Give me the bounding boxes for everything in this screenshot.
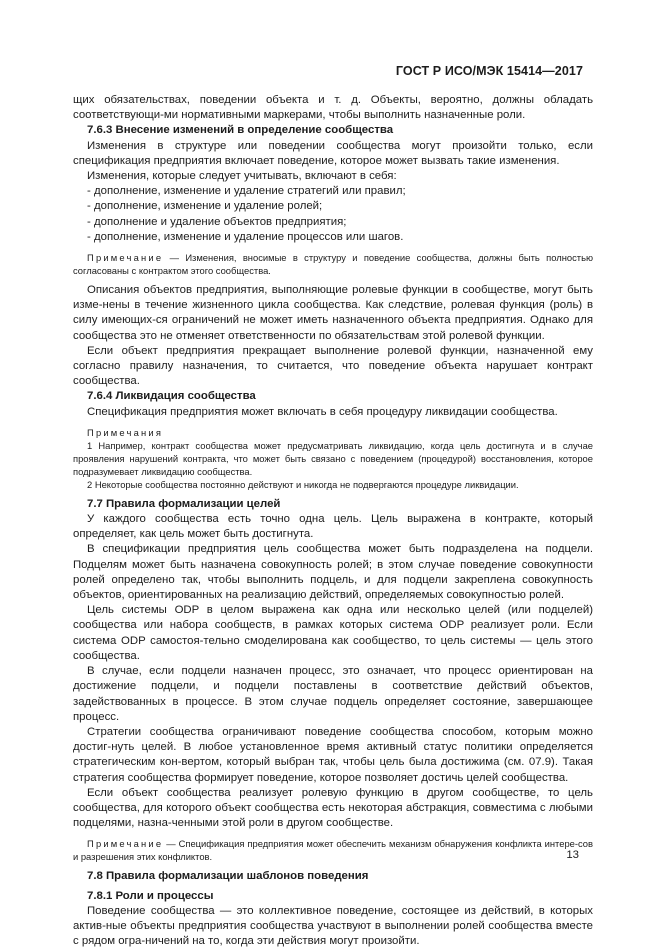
notes-label: Примечания [87, 426, 164, 438]
paragraph: Если объект предприятия прекращает выполнение ролевой функции, назначенной ему согласно правилу назначения, то считается, что поведение объекта нарушает контракт сообщества. [73, 344, 593, 388]
note-block [73, 837, 593, 863]
section-heading-7-7: 7.7 Правила формализации целей [87, 497, 281, 510]
note-label: Примечание [87, 838, 164, 850]
document-body [73, 93, 593, 949]
section-heading-7-6-4: 7.6.4 Ликвидация сообщества [87, 390, 256, 403]
note-label: Примечание [87, 252, 164, 264]
notes-block [73, 426, 593, 491]
list-item: - дополнение и удаление объектов предприятия; [87, 215, 347, 228]
note-block [73, 251, 593, 277]
document-header: ГОСТ Р ИСО/МЭК 15414—2017 [395, 64, 583, 78]
paragraph: Если объект сообщества реализует ролевую функцию в другом сообществе, то цель сообщества, для которого объект сообщества есть некоторая абстракция, совместима с любыми подцелями, назна-ченными этой роли в другом сообществе. [73, 786, 593, 830]
paragraph: Изменения, которые следует учитывать, включают в себя: [87, 170, 397, 183]
paragraph: У каждого сообщества есть точно одна цель. Цель выражена в контракте, который определяет, как цель может быть достигнута. [73, 513, 593, 541]
list-item: - дополнение, изменение и удаление процессов или шагов. [87, 230, 404, 243]
note-item: 1 Например, контракт сообщества может предусматривать ликвидацию, когда цель достигнута и в случае проявления нарушений контракта, что может быть связано с поведением (процедурой) восстановления, которое подразумевает ликвидацию сообщества. [73, 439, 593, 477]
paragraph: щих обязательствах, поведении объекта и т. д. Объекты, вероятно, должны обладать соответствующи-ми нормативными маркерами, чтобы выполнить назначенные роли. [73, 94, 593, 122]
note-text: — Спецификация предприятия может обеспечить механизм обнаружения конфликта интере-сов и разрешения этих конфликтов. [73, 838, 593, 863]
section-heading-7-8-1: 7.8.1 Роли и процессы [87, 889, 214, 902]
paragraph: Цель системы ODP в целом выражена как одна или несколько целей (или подцелей) сообщества или набора сообществ, в рамках которых система ODP реализует роли. Если система ODP самостоя-тельно смоделирована как сообщество, то цель системы — цель этого сообщества. [73, 604, 593, 662]
paragraph: Описания объектов предприятия, выполняющие ролевые функции в сообществе, могут быть изме-нены в течение жизненного цикла сообщества. Как следствие, ролевая функция (роль) в силу имеющих-ся ограничений не может иметь назначенного объекта предприятия. Однако для сообщества это не отменяет ответственности по обязательствам этой ролевой функции. [73, 284, 593, 342]
paragraph: Изменения в структуре или поведении сообщества могут произойти только, если спецификация предприятия включает поведение, которое может вызвать такие изменения. [73, 139, 593, 167]
paragraph: Стратегии сообщества ограничивают поведение сообщества способом, которым можно достиг-нуть целей. В любое установленное время активный статус политики определяется стратегическим кон-вертом, который выбран так, чтобы цель была достижима (см. 07.9). Такая стратегия сообщества формирует поведение, которое позволяет достичь целей сообщества. [73, 725, 593, 784]
section-heading-7-8: 7.8 Правила формализации шаблонов поведения [87, 870, 369, 883]
paragraph: Поведение сообщества — это коллективное поведение, состоящее из действий, в которых актив-ные объекты предприятия сообщества участвуют в выполнении ролей сообщества вместе с рядом огра-ничений на то, когда эти действия могут произойти. [73, 904, 593, 948]
page-number: 13 [566, 849, 579, 861]
list-item: - дополнение, изменение и удаление стратегий или правил; [87, 185, 406, 198]
list-item: - дополнение, изменение и удаление ролей; [87, 200, 323, 213]
paragraph: В случае, если подцели назначен процесс, это означает, что процесс ориентирован на достижение подцели, и подцели поставлены в соответствие действий объектов, задействованных в процессе. В этом случае подцель определяет состояние, завершающее процесс. [73, 665, 593, 723]
note-item: 2 Некоторые сообщества постоянно действуют и никогда не подвергаются процедуре ликвидации. [87, 478, 519, 490]
paragraph: Спецификация предприятия может включать в себя процедуру ликвидации сообщества. [87, 405, 558, 418]
paragraph: В спецификации предприятия цель сообщества может быть подразделена на подцели. Подцелям может быть назначена совокупность ролей; в этом случае поведение совокупности ролей определено так, чтобы выполнить подцель, и для подцели закреплена совокупность объектов, ориентированных на реализацию действий, определяемых совокупностью ролей. [73, 543, 593, 602]
note-text: — Изменения, вносимые в структуру и поведение сообщества, должны быть полностью согласованы с контрактом этого сообщества. [73, 252, 593, 277]
section-heading-7-6-3: 7.6.3 Внесение изменений в определение сообщества [87, 124, 394, 137]
